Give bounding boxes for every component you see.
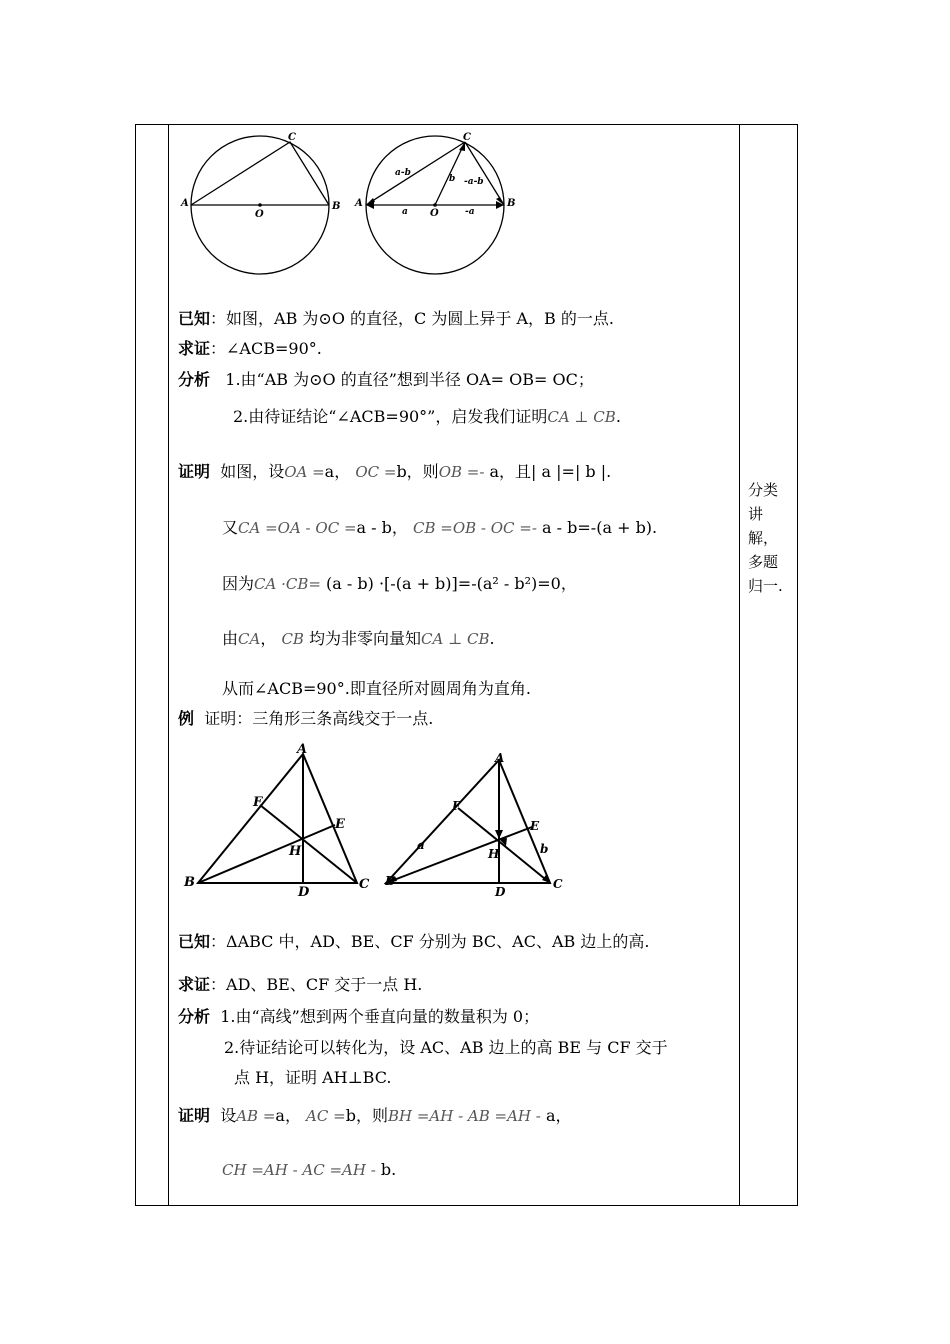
label-H: H	[289, 844, 302, 859]
label-neg-a-minus-b: -a-b	[464, 177, 484, 187]
side-note: 分类 讲 解， 多题 归一.	[748, 481, 783, 595]
column-divider	[739, 125, 740, 1205]
label-A: A	[297, 742, 308, 757]
circle-figures	[175, 128, 525, 278]
column-divider	[168, 125, 169, 1205]
label-C: C	[463, 132, 471, 143]
label-O: O	[255, 209, 264, 220]
altitude-BE	[198, 825, 335, 883]
proof-1-line1: 证明 如图，设OA =a， OC =b，则OB =- a，且| a |=| b |.	[178, 462, 612, 481]
label-E: E	[335, 817, 345, 832]
label-B: B	[332, 201, 341, 212]
analysis-1: 分析 1.由“AB 为⊙O 的直径”想到半径 OA= OB= OC；	[178, 370, 594, 389]
vec-nab-line	[465, 142, 504, 205]
given-2: 已知：ΔABC 中，AD、BE、CF 分别为 BC、AC、AB 边上的高.	[178, 932, 650, 951]
label-neg-a: -a	[465, 207, 475, 217]
proof-1-line3: 因为CA ·CB= (a - b) ·[-(a + b)]=-(a² - b²)=0，	[222, 574, 577, 593]
example-2-statement: 例 证明：三角形三条高线交于一点.	[178, 709, 434, 728]
label-C: C	[288, 132, 296, 143]
label-a-minus-b: a-b	[395, 168, 411, 178]
given-1: 已知：如图，AB 为⊙O 的直径，C 为圆上异于 A，B 的一点.	[178, 309, 614, 328]
proof-2-line2: CH =AH - AC =AH - b.	[222, 1160, 397, 1179]
label-B: B	[184, 875, 195, 890]
label-O: O	[430, 208, 439, 219]
proof-2-line1: 证明 设AB =a， AC =b，则BH =AH - AB =AH - a，	[178, 1106, 572, 1125]
label-b: b	[449, 174, 456, 184]
label-A: A	[355, 198, 363, 209]
label-D: D	[298, 885, 310, 900]
label-H: H	[488, 847, 500, 861]
label-F: F	[452, 799, 461, 813]
proof-1-line4: 由CA， CB 均为非零向量知CA ⊥ CB.	[222, 629, 495, 648]
label-C: C	[553, 877, 563, 891]
triangle-right	[386, 760, 550, 883]
label-B: B	[385, 874, 396, 888]
label-D: D	[495, 885, 506, 899]
label-a: a	[417, 838, 425, 852]
label-b: b	[540, 842, 549, 856]
analysis-1-step2: 2.由待证结论“∠ACB=90°”，启发我们证明CA ⊥ CB.	[233, 407, 621, 426]
altitude-BE	[386, 827, 532, 883]
proof-1-conclusion: 从而∠ACB=90°.即直径所对圆周角为直角.	[222, 679, 531, 698]
triangle-left	[191, 142, 329, 205]
analysis-2: 分析 1.由“高线”想到两个垂直向量的数量积为 0；	[178, 1007, 540, 1026]
label-A: A	[181, 198, 189, 209]
label-a: a	[402, 207, 408, 217]
analysis-2-step2-cont: 点 H，证明 AH⊥BC.	[234, 1068, 392, 1087]
label-C: C	[359, 877, 370, 892]
to-prove-2: 求证：AD、BE、CF 交于一点 H.	[178, 975, 423, 994]
to-prove-1: 求证：∠ACB=90°.	[178, 339, 322, 358]
label-B: B	[507, 198, 516, 209]
label-A: A	[495, 751, 505, 765]
proof-1-line2: 又CA =OA - OC =a - b， CB =OB - OC =- a - b=-(a + b).	[222, 518, 658, 537]
label-E: E	[530, 819, 540, 833]
label-F: F	[253, 795, 263, 810]
analysis-2-step2: 2.待证结论可以转化为，设 AC、AB 边上的高 BE 与 CF 交于	[224, 1038, 668, 1057]
triangle-figures	[180, 742, 580, 902]
